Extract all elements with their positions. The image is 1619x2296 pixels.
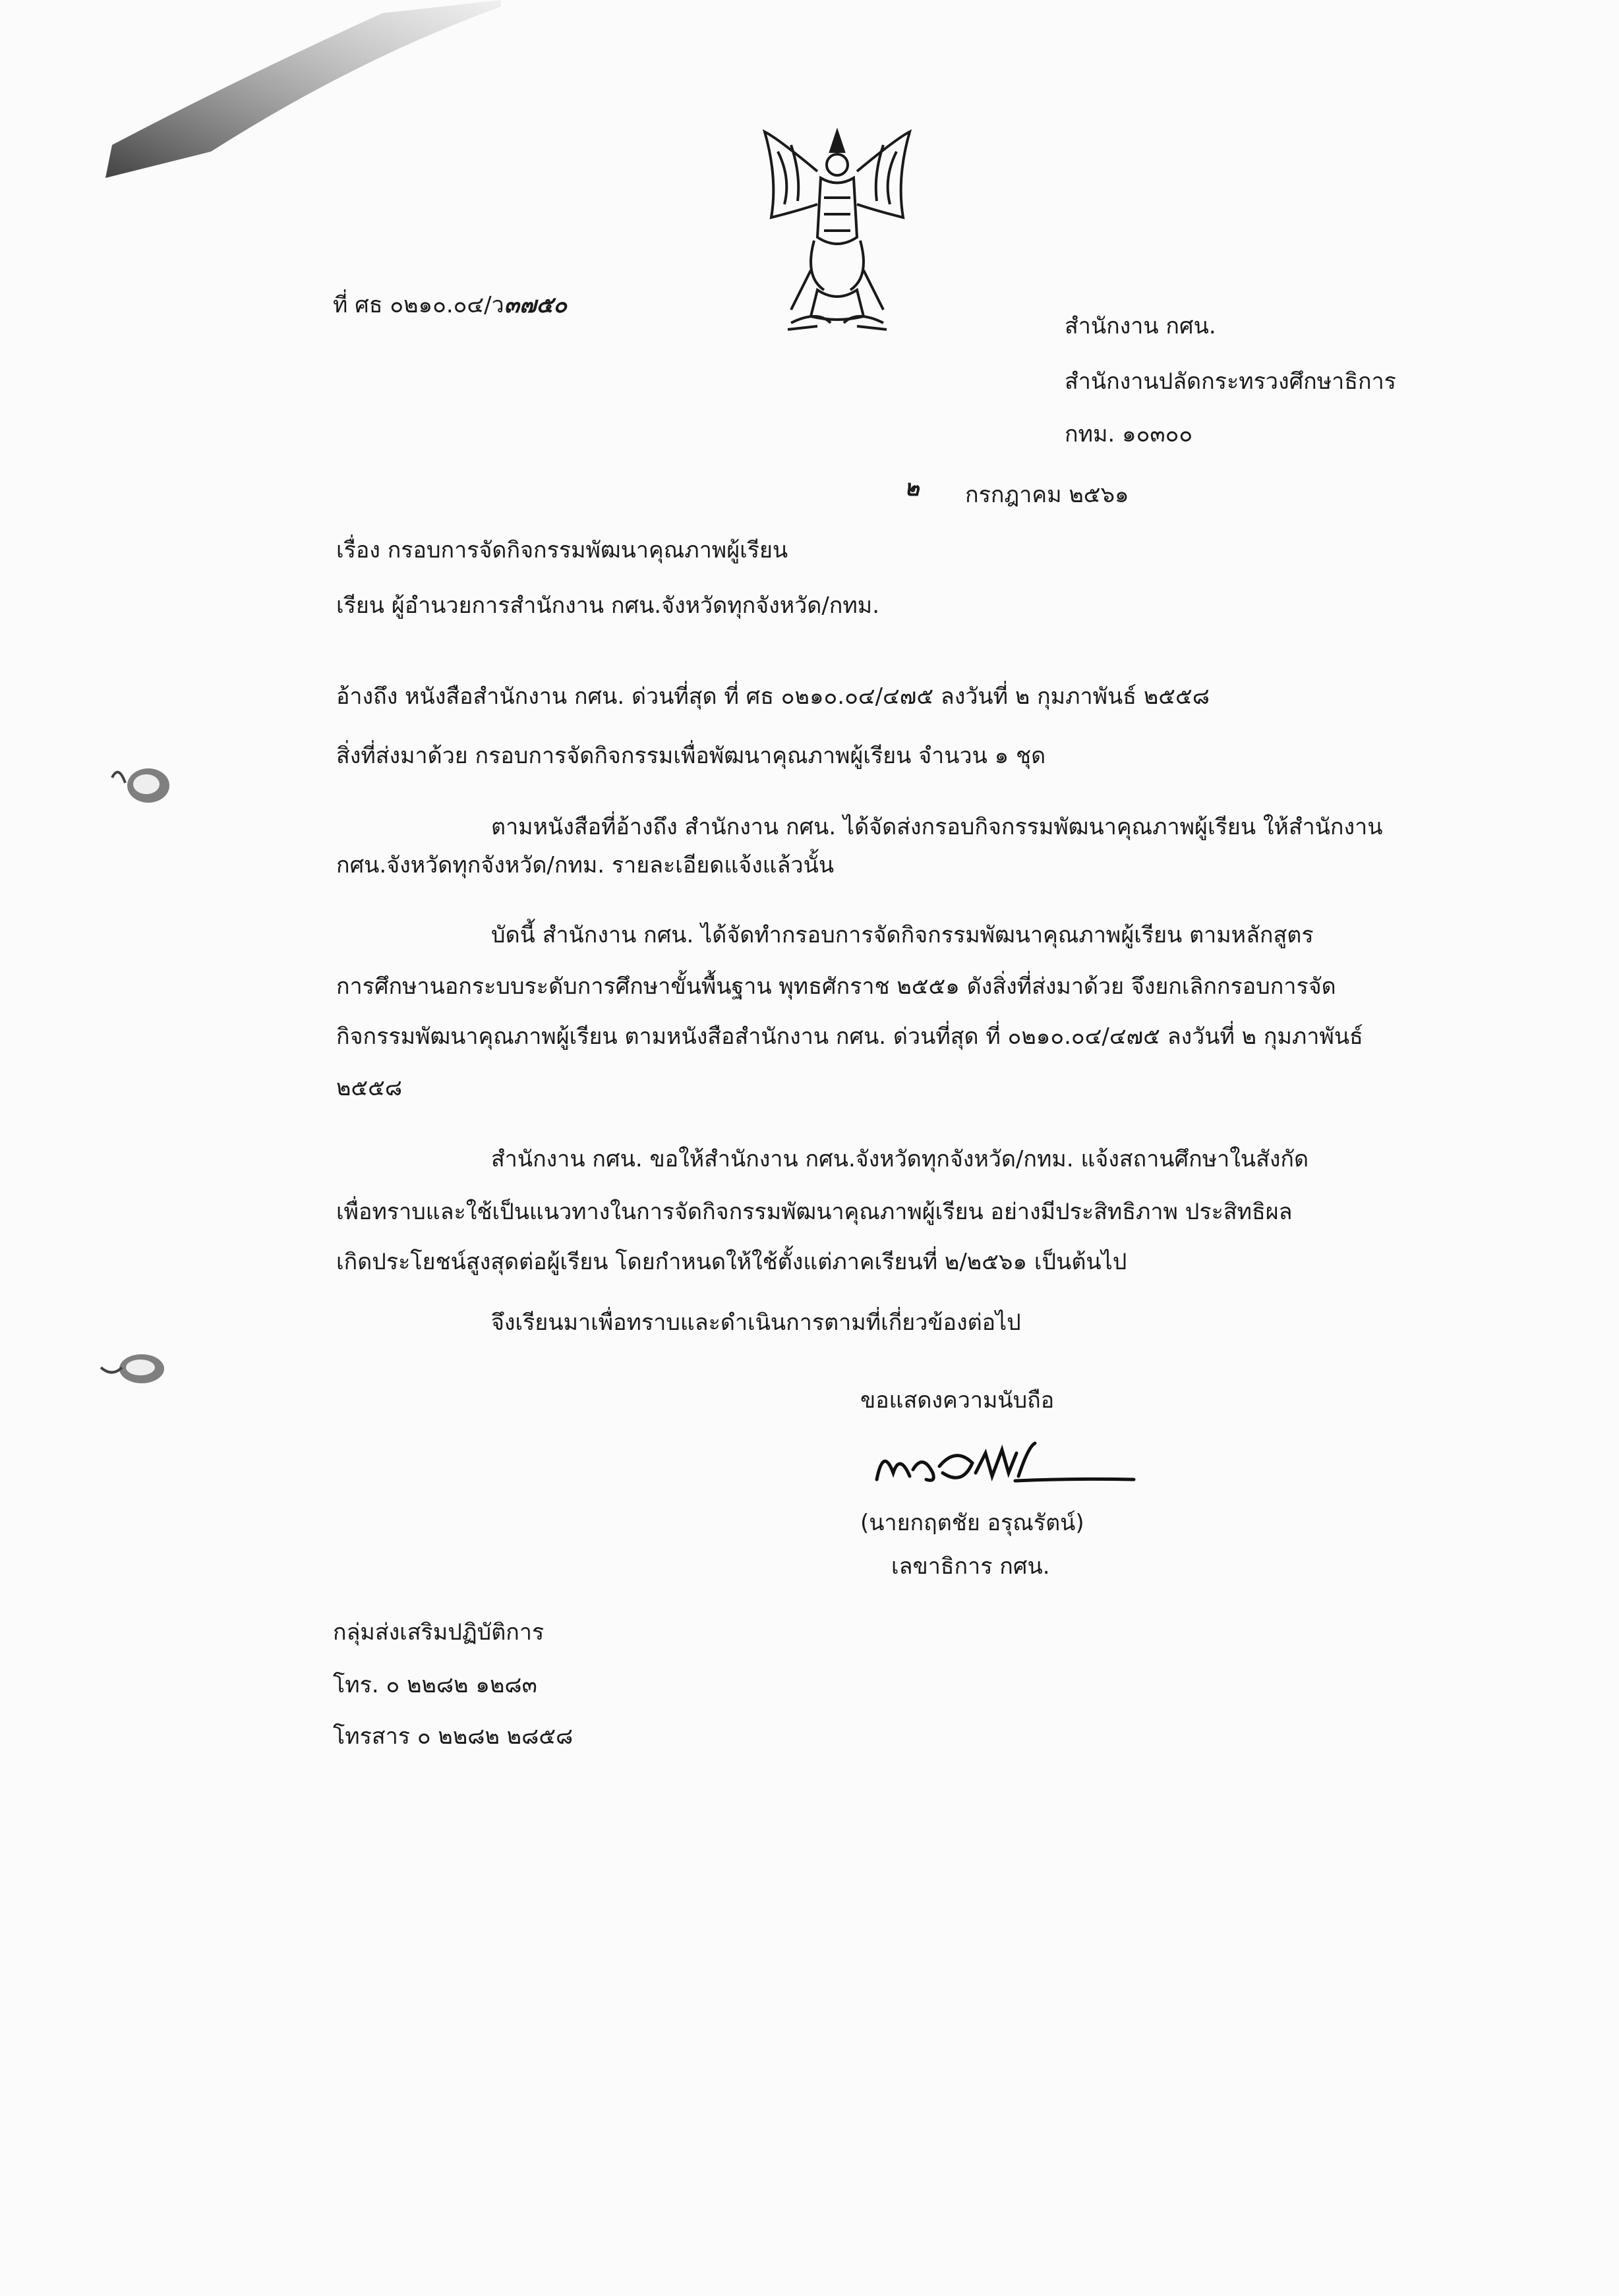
body-paragraph-3-line-3: เกิดประโยชน์สูงสุดต่อผู้เรียน โดยกำหนดให้ใช้ตั้งแต่ภาคเรียนที่ ๒/๒๕๖๑ เป็นต้นไป [336,1249,1127,1275]
office-line-3: กทม. ๑๐๓๐๐ [1065,421,1193,447]
reference-prefix: ที่ ศธ ๐๒๑๐.๐๔/ว [333,292,504,318]
date-month-year: กรกฎาคม ๒๕๖๑ [965,482,1129,508]
enclosure-line: สิ่งที่ส่งมาด้วย กรอบการจัดกิจกรรมเพื่อพัฒนาคุณภาพผู้เรียน จำนวน ๑ ชุด [336,743,1046,769]
body-paragraph-3-line-2: เพื่อทราบและใช้เป็นแนวทางในการจัดกิจกรรมพัฒนาคุณภาพผู้เรียน อย่างมีประสิทธิภาพ ประสิทธิผล [336,1199,1293,1225]
body-paragraph-2-line-4: ๒๕๕๘ [336,1075,403,1101]
punch-hole [96,1341,175,1394]
signatory-title: เลขาธิการ กศน. [891,1553,1050,1580]
footer-phone: โทร. ๐ ๒๒๘๒ ๑๒๘๓ [333,1672,537,1698]
body-paragraph-2-line-1: บัดนี้ สำนักงาน กศน. ได้จัดทำกรอบการจัดกิจกรรมพัฒนาคุณภาพผู้เรียน ตามหลักสูตร [491,922,1314,948]
signature [864,1433,1140,1499]
reference-line: อ้างถึง หนังสือสำนักงาน กศน. ด่วนที่สุด ที่ ศธ ๐๒๑๐.๐๔/๔๗๕ ลงวันที่ ๒ กุมภาพันธ์ ๒๕๕๘ [336,683,1210,710]
body-paragraph-2-line-3: กิจกรรมพัฒนาคุณภาพผู้เรียน ตามหนังสือสำนักงาน กศน. ด่วนที่สุด ที่ ๐๒๑๐.๐๔/๔๗๕ ลงวันที่ ๒ กุมภาพันธ์ [336,1023,1363,1050]
reference-number [333,291,567,319]
body-paragraph-1-line-2: กศน.จังหวัดทุกจังหวัด/กทม. รายละเอียดแจ้งแล้วนั้น [336,852,835,878]
reference-handwritten-number: ๓๗๕๐ [504,292,567,318]
signatory-name: (นายกฤตชัย อรุณรัตน์) [860,1510,1084,1536]
body-paragraph-4: จึงเรียนมาเพื่อทราบและดำเนินการตามที่เกี่ยวข้องต่อไป [491,1309,1021,1336]
date-day: ๒ [904,475,920,502]
closing-salutation: ขอแสดงความนับถือ [860,1387,1055,1414]
to-line: เรียน ผู้อำนวยการสำนักงาน กศน.จังหวัดทุกจังหวัด/กทม. [336,592,880,619]
scan-shadow [105,0,501,185]
garuda-emblem [751,125,923,349]
office-line-1: สำนักงาน กศน. [1065,313,1216,339]
punch-hole [105,758,178,811]
footer-fax: โทรสาร ๐ ๒๒๘๒ ๒๘๕๘ [333,1723,574,1750]
subject-line: เรื่อง กรอบการจัดกิจกรรมพัฒนาคุณภาพผู้เรียน [336,537,788,563]
office-line-2: สำนักงานปลัดกระทรวงศึกษาธิการ [1065,368,1396,395]
body-paragraph-1-line-1: ตามหนังสือที่อ้างถึง สำนักงาน กศน. ได้จัดส่งกรอบกิจกรรมพัฒนาคุณภาพผู้เรียน ให้สำนักงาน [491,814,1383,840]
body-paragraph-3-line-1: สำนักงาน กศน. ขอให้สำนักงาน กศน.จังหวัดทุกจังหวัด/กทม. แจ้งสถานศึกษาในสังกัด [491,1146,1309,1172]
body-paragraph-2-line-2: การศึกษานอกระบบระดับการศึกษาขั้นพื้นฐาน พุทธศักราช ๒๕๕๑ ดังสิ่งที่ส่งมาด้วย จึงยกเลิกกรอบการจัด [336,973,1336,1000]
footer-unit: กลุ่มส่งเสริมปฏิบัติการ [333,1619,545,1646]
